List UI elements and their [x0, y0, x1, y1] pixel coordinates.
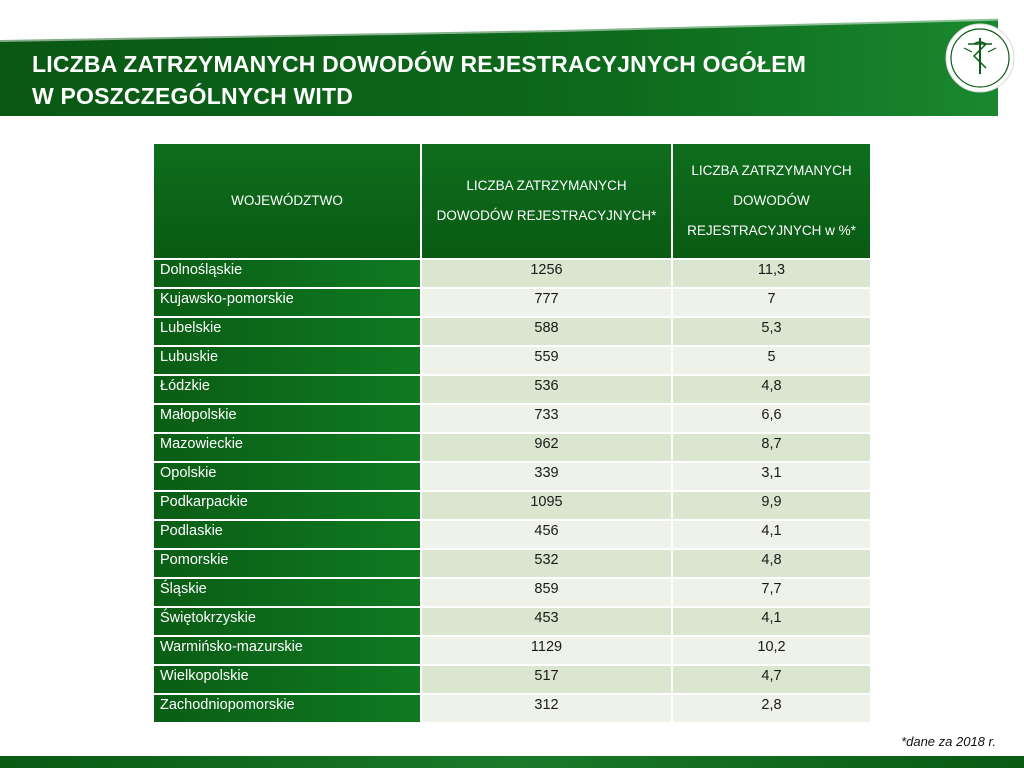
page-title	[32, 48, 806, 112]
cell-region: Podlaskie	[154, 521, 422, 550]
cell-count: 517	[422, 666, 673, 695]
table-row	[154, 492, 870, 521]
cell-region: Warmińsko-mazurskie	[154, 637, 422, 666]
cell-region: Dolnośląskie	[154, 260, 422, 289]
cell-region: Mazowieckie	[154, 434, 422, 463]
cell-count: 536	[422, 376, 673, 405]
cell-count: 456	[422, 521, 673, 550]
cell-percent: 4,1	[673, 521, 870, 550]
cell-region: Wielkopolskie	[154, 666, 422, 695]
cell-percent: 4,8	[673, 376, 870, 405]
cell-count: 312	[422, 695, 673, 724]
cell-percent: 2,8	[673, 695, 870, 724]
table-row	[154, 550, 870, 579]
cell-percent: 10,2	[673, 637, 870, 666]
header-count: LICZBA ZATRZYMANYCH DOWODÓW REJESTRACYJNYCH*	[422, 144, 673, 260]
cell-count: 339	[422, 463, 673, 492]
table-body	[154, 260, 870, 724]
table-row	[154, 289, 870, 318]
cell-percent: 3,1	[673, 463, 870, 492]
cell-region: Zachodniopomorskie	[154, 695, 422, 724]
cell-region: Lubuskie	[154, 347, 422, 376]
cell-region: Kujawsko-pomorskie	[154, 289, 422, 318]
cell-count: 1129	[422, 637, 673, 666]
cell-percent: 4,8	[673, 550, 870, 579]
header-region: WOJEWÓDZTWO	[154, 144, 422, 260]
cell-region: Świętokrzyskie	[154, 608, 422, 637]
cell-region: Opolskie	[154, 463, 422, 492]
table-row	[154, 405, 870, 434]
table-row	[154, 608, 870, 637]
table-row	[154, 434, 870, 463]
table-row	[154, 637, 870, 666]
cell-percent: 4,7	[673, 666, 870, 695]
cell-count: 859	[422, 579, 673, 608]
cell-count: 559	[422, 347, 673, 376]
cell-count: 1095	[422, 492, 673, 521]
cell-region: Łódzkie	[154, 376, 422, 405]
title-line-1: LICZBA ZATRZYMANYCH DOWODÓW REJESTRACYJNYCH OGÓŁEM	[32, 51, 807, 77]
table-row	[154, 318, 870, 347]
table-row	[154, 463, 870, 492]
table-row	[154, 666, 870, 695]
bottom-bar	[0, 756, 1024, 768]
cell-percent: 4,1	[673, 608, 870, 637]
cell-count: 453	[422, 608, 673, 637]
cell-region: Śląskie	[154, 579, 422, 608]
cell-percent: 9,9	[673, 492, 870, 521]
table-row	[154, 260, 870, 289]
cell-percent: 6,6	[673, 405, 870, 434]
cell-count: 962	[422, 434, 673, 463]
table-row	[154, 579, 870, 608]
cell-percent: 7,7	[673, 579, 870, 608]
title-line-2: W POSZCZEGÓLNYCH WITD	[32, 83, 354, 109]
cell-count: 532	[422, 550, 673, 579]
table-row	[154, 695, 870, 724]
cell-count: 733	[422, 405, 673, 434]
cell-percent: 8,7	[673, 434, 870, 463]
table-header-row	[154, 144, 870, 260]
footnote: *dane za 2018 r.	[901, 734, 996, 749]
cell-percent: 7	[673, 289, 870, 318]
cell-percent: 11,3	[673, 260, 870, 289]
cell-region: Lubelskie	[154, 318, 422, 347]
cell-region: Podkarpackie	[154, 492, 422, 521]
cell-count: 588	[422, 318, 673, 347]
cell-count: 1256	[422, 260, 673, 289]
header-percent: LICZBA ZATRZYMANYCH DOWODÓW REJESTRACYJNYCH w %*	[673, 144, 870, 260]
registration-table	[154, 144, 870, 724]
table-row	[154, 376, 870, 405]
cell-percent: 5	[673, 347, 870, 376]
itd-logo-icon	[944, 22, 1016, 94]
cell-percent: 5,3	[673, 318, 870, 347]
table-row	[154, 521, 870, 550]
table-row	[154, 347, 870, 376]
cell-region: Pomorskie	[154, 550, 422, 579]
cell-count: 777	[422, 289, 673, 318]
cell-region: Małopolskie	[154, 405, 422, 434]
